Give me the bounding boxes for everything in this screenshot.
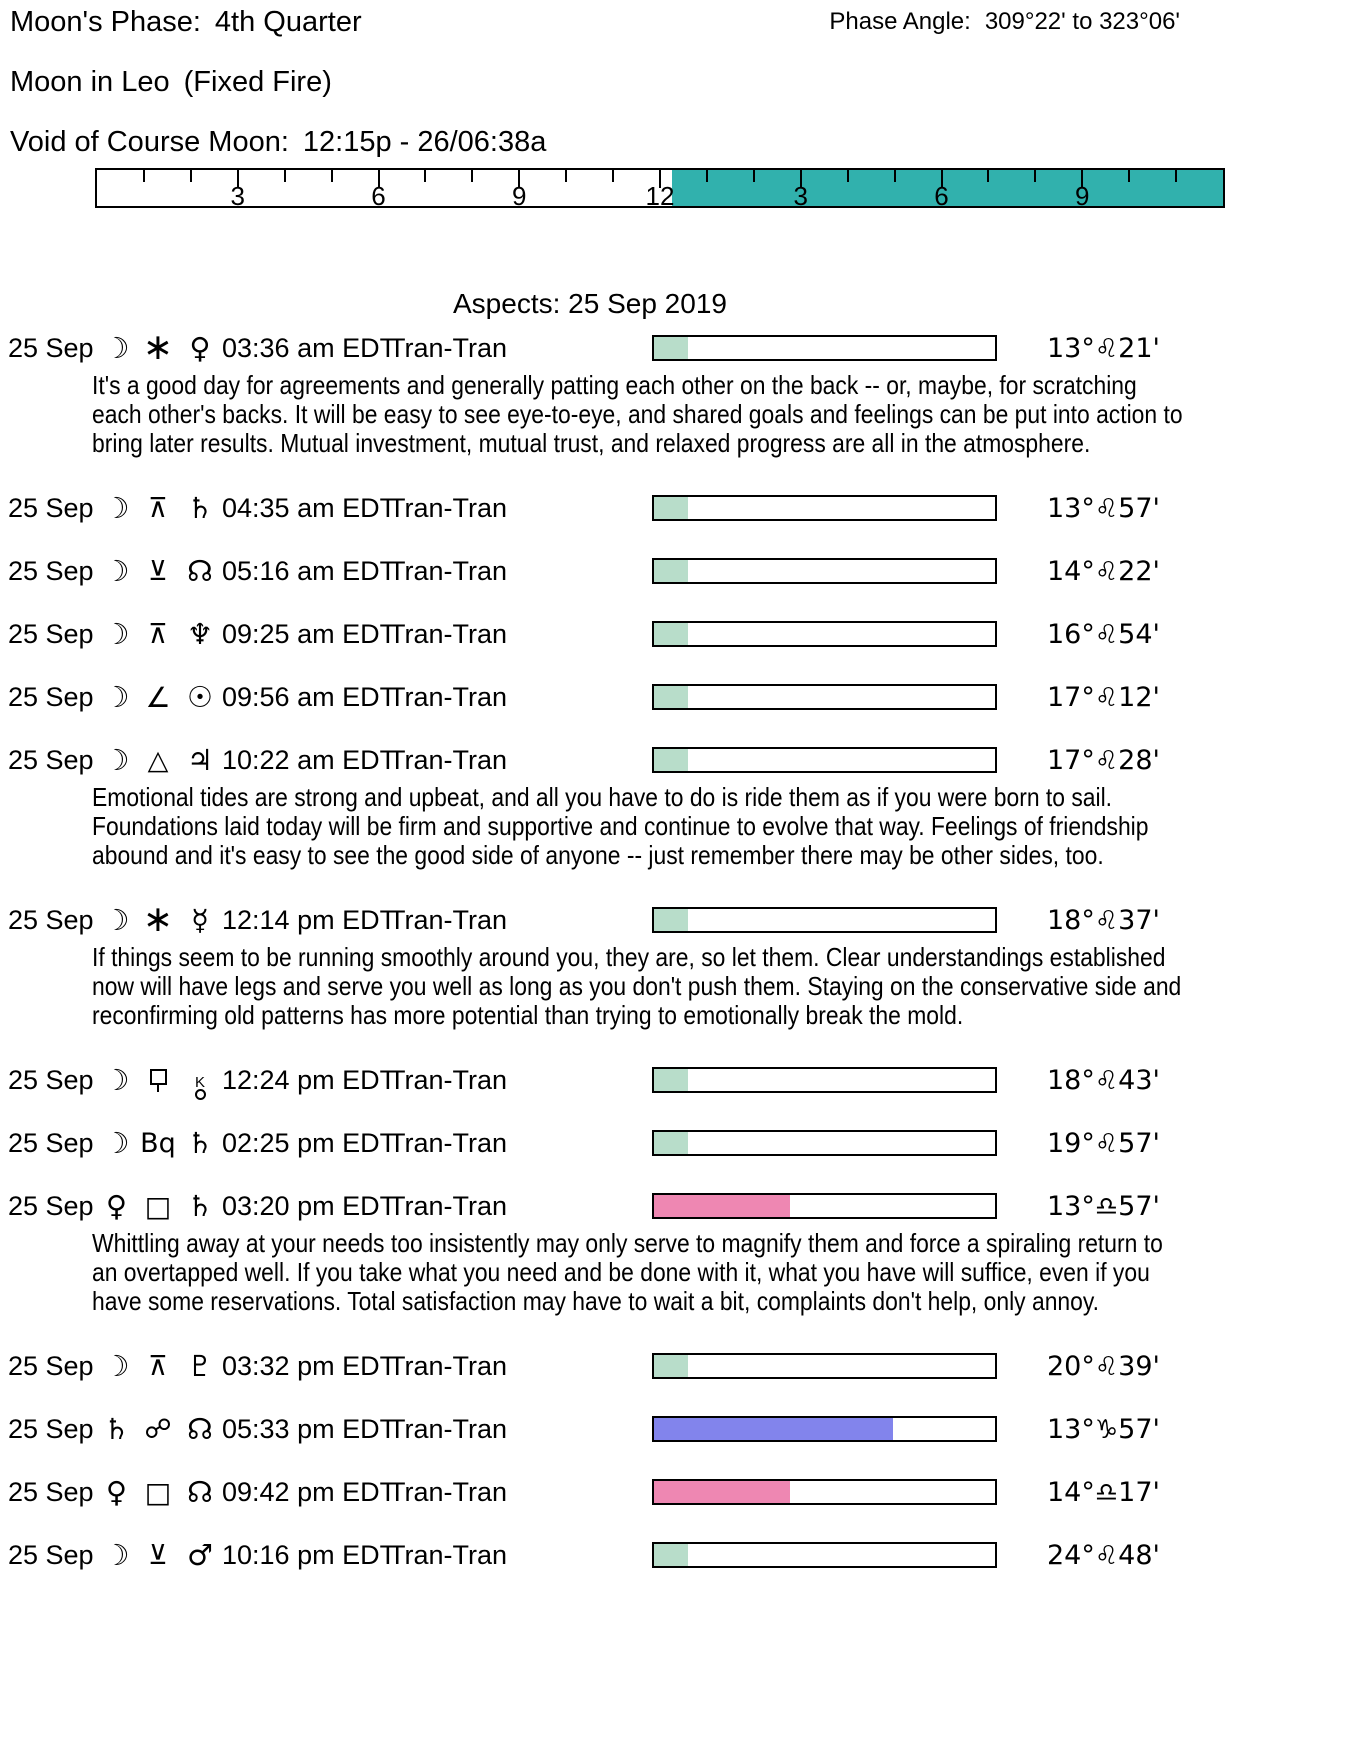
aspect-date: 25 Sep — [8, 904, 94, 935]
leo-icon: ♌ — [1094, 1128, 1119, 1159]
degree-value: 17° — [1047, 744, 1095, 776]
aspect-time: 02:25 pm EDT — [222, 1127, 397, 1158]
aspect-type: Tran-Tran — [389, 1127, 508, 1158]
quincunx-icon: ⊼ — [148, 492, 168, 524]
phase-angle-line — [829, 8, 1180, 36]
minutes-value: 48' — [1118, 1539, 1160, 1571]
aspect-row — [0, 327, 1366, 368]
mars-icon: ♂ — [187, 1538, 213, 1572]
orb-bar-fill — [654, 1355, 688, 1377]
leo-icon: ♌ — [1094, 1540, 1119, 1571]
ruler-hour-label: 9 — [512, 181, 527, 211]
chiron-circle — [195, 1089, 206, 1100]
aspect-row — [0, 1538, 1366, 1572]
aspect-note: Emotional tides are strong and upbeat, and all you have to do is ride them as if you were born to sail. Foundations laid today will be firm and supportive and continue to evolve that way. Feelings of friendship abound and it's easy to see the good side of anyone -- just remember there may be other sides, too. — [92, 782, 1149, 870]
quintile-glyph — [150, 1069, 167, 1085]
aspect-list — [0, 322, 1366, 1572]
orb-bar — [652, 747, 997, 773]
aspect-time: 04:35 am EDT — [222, 492, 397, 523]
orb-bar — [652, 335, 997, 361]
aspect-date: 25 Sep — [8, 618, 94, 649]
aspect-degree — [1047, 905, 1160, 936]
node-icon: ☊ — [187, 554, 213, 588]
leo-icon: ♌ — [1094, 619, 1119, 650]
ruler-tick — [894, 170, 896, 182]
aspect-type: Tran-Tran — [389, 332, 508, 363]
ruler-tick — [612, 170, 614, 182]
aspect-time: 05:33 pm EDT — [222, 1413, 397, 1444]
leo-icon: ♌ — [1094, 682, 1119, 713]
chiron-icon — [178, 1060, 222, 1100]
minutes-value: 17' — [1118, 1476, 1160, 1508]
phase-angle-label: Phase Angle: — [829, 8, 971, 35]
aspect-degree — [1047, 1065, 1160, 1096]
minutes-value: 37' — [1118, 904, 1160, 936]
chiron-glyph — [195, 1076, 206, 1100]
aspect-type: Tran-Tran — [389, 492, 508, 523]
orb-bar-fill — [654, 686, 688, 708]
aspect-row — [0, 743, 1366, 777]
semisextile-icon: ⊻ — [148, 555, 168, 587]
ruler-hour-label: 3 — [230, 181, 245, 211]
voc-value: 12:15p - 26/06:38a — [302, 126, 547, 158]
orb-bar — [652, 1130, 997, 1156]
aspect-type: Tran-Tran — [389, 744, 508, 775]
orb-bar — [652, 495, 997, 521]
node-icon: ☊ — [187, 1412, 213, 1446]
minutes-value: 54' — [1118, 618, 1160, 650]
orb-bar — [652, 1416, 997, 1442]
aspect-date: 25 Sep — [8, 681, 94, 712]
ruler-hour-label: 3 — [793, 181, 808, 211]
leo-icon: ♌ — [1094, 493, 1119, 524]
minutes-value: 57' — [1118, 492, 1160, 524]
saturn-icon: ♄ — [187, 1189, 213, 1223]
aspect-date: 25 Sep — [8, 744, 94, 775]
saturn-icon: ♄ — [103, 1412, 130, 1446]
aspect-date: 25 Sep — [8, 1064, 94, 1095]
aspect-type: Tran-Tran — [389, 1064, 508, 1095]
orb-bar-fill — [654, 560, 688, 582]
moon-icon: ☽ — [103, 1349, 130, 1383]
aspect-time: 09:56 am EDT — [222, 681, 397, 712]
aspect-degree — [1047, 1351, 1160, 1382]
moon-icon: ☽ — [103, 903, 130, 937]
aspect-type: Tran-Tran — [389, 1539, 508, 1570]
aspect-date: 25 Sep — [8, 1413, 94, 1444]
aspect-degree — [1047, 556, 1160, 587]
aspect-time: 12:24 pm EDT — [222, 1064, 397, 1095]
moon-sign-line — [10, 66, 332, 99]
aspect-degree — [1047, 1414, 1160, 1445]
aspect-date: 25 Sep — [8, 1539, 94, 1570]
pluto-icon: ♇ — [187, 1349, 213, 1383]
sextile-icon: ∗ — [142, 327, 174, 368]
venus-icon: ♀ — [105, 1475, 128, 1509]
node-icon: ☊ — [187, 1475, 213, 1509]
square-icon: □ — [144, 1475, 172, 1509]
aspect-time: 05:16 am EDT — [222, 555, 397, 586]
leo-icon: ♌ — [1094, 745, 1119, 776]
aspect-type: Tran-Tran — [389, 681, 508, 712]
biquintile-icon: Bq — [140, 1127, 176, 1159]
ruler-tick — [565, 170, 567, 182]
degree-value: 24° — [1047, 1539, 1095, 1571]
minutes-value: 43' — [1118, 1064, 1160, 1096]
ruler-hour-label: 6 — [934, 181, 949, 211]
aspect-type: Tran-Tran — [389, 1413, 508, 1444]
aspect-note: It's a good day for agreements and generally patting each other on the back -- or, maybe, for scratching each other's backs. It will be easy to see eye-to-eye, and shared goals and feelings can be put into action to bring later results. Mutual investment, mutual trust, and relaxed progress are all in the atmosphere. — [92, 370, 1183, 458]
capricorn-icon: ♑ — [1094, 1414, 1119, 1445]
orb-bar — [652, 907, 997, 933]
degree-value: 14° — [1047, 555, 1095, 587]
aspect-type: Tran-Tran — [389, 1476, 508, 1507]
orb-bar — [652, 1067, 997, 1093]
aspect-time: 03:36 am EDT — [222, 332, 397, 363]
moon-icon: ☽ — [103, 617, 130, 651]
leo-icon: ♌ — [1094, 1351, 1119, 1382]
moons-phase-label: Moon's Phase: — [10, 6, 201, 38]
venus-icon: ♀ — [105, 1189, 128, 1223]
degree-value: 18° — [1047, 1064, 1095, 1096]
quincunx-icon: ⊼ — [148, 1350, 168, 1382]
phase-angle-value: 309°22' to 323°06' — [984, 8, 1180, 35]
minutes-value: 39' — [1118, 1350, 1160, 1382]
aspect-note: If things seem to be running smoothly around you, they are, so let them. Clear understandings established now will have legs and serve you well as long as you don't push them. Staying on the conservative side and reconfirming old patterns has more potential than trying to emotionally break the mold. — [92, 942, 1182, 1030]
voc-label: Void of Course Moon: — [10, 126, 289, 158]
minutes-value: 57' — [1118, 1413, 1160, 1445]
aspect-row — [0, 554, 1366, 588]
aspect-type: Tran-Tran — [389, 618, 508, 649]
orb-bar-fill — [654, 749, 688, 771]
orb-bar-fill — [654, 1132, 688, 1154]
semisquare-icon: ∠ — [145, 680, 171, 714]
aspect-note: Whittling away at your needs too insistently may only serve to magnify them and force a spiraling return to an overtapped well. If you take what you need and be done with it, what you have will suffice, even if you have some reservations. Total satisfaction may have to wait a bit, complaints don't help, only annoy. — [92, 1228, 1163, 1316]
degree-value: 13° — [1047, 1190, 1095, 1222]
leo-icon: ♌ — [1094, 1065, 1119, 1096]
degree-value: 13° — [1047, 1413, 1095, 1445]
moons-phase-value: 4th Quarter — [214, 6, 362, 38]
aspect-row — [0, 617, 1366, 651]
aspect-type: Tran-Tran — [389, 1350, 508, 1381]
ruler-tick — [847, 170, 849, 182]
ruler-tick — [987, 170, 989, 182]
aspect-row — [0, 680, 1366, 714]
orb-bar — [652, 684, 997, 710]
aspect-date: 25 Sep — [8, 1350, 94, 1381]
aspect-time: 10:22 am EDT — [222, 744, 397, 775]
ruler-tick — [143, 170, 145, 182]
aspect-row — [0, 1126, 1366, 1160]
minutes-value: 12' — [1118, 681, 1160, 713]
quintile-icon — [138, 1065, 178, 1096]
aspect-row — [0, 899, 1366, 940]
venus-icon: ♀ — [189, 331, 211, 365]
opposition-icon: ☍ — [144, 1413, 172, 1445]
aspect-row — [0, 491, 1366, 525]
aspect-time: 10:16 pm EDT — [222, 1539, 397, 1570]
ruler-hour-label: 6 — [371, 181, 386, 211]
leo-icon: ♌ — [1094, 905, 1119, 936]
moon-icon: ☽ — [103, 554, 130, 588]
orb-bar — [652, 621, 997, 647]
orb-bar — [652, 1542, 997, 1568]
ruler-hour-label: 9 — [1075, 181, 1090, 211]
orb-bar-fill — [654, 497, 688, 519]
aspect-type: Tran-Tran — [389, 904, 508, 935]
minutes-value: 22' — [1118, 555, 1160, 587]
saturn-icon: ♄ — [187, 1126, 213, 1160]
degree-value: 20° — [1047, 1350, 1095, 1382]
orb-bar — [652, 1479, 997, 1505]
aspect-degree — [1047, 333, 1160, 364]
quincunx-icon: ⊼ — [148, 618, 168, 650]
aspect-date: 25 Sep — [8, 1190, 94, 1221]
voc-ruler — [95, 168, 1225, 211]
neptune-icon: ♆ — [187, 617, 213, 651]
aspect-degree — [1047, 1477, 1160, 1508]
moon-sign-value: Moon in Leo — [10, 66, 170, 98]
degree-value: 18° — [1047, 904, 1095, 936]
aspect-degree — [1047, 1128, 1160, 1159]
orb-bar-fill — [654, 1544, 688, 1566]
ruler-tick — [706, 170, 708, 182]
aspect-type: Tran-Tran — [389, 555, 508, 586]
ruler-tick — [753, 170, 755, 182]
orb-bar-fill — [654, 1418, 893, 1440]
orb-bar-fill — [654, 909, 688, 931]
moon-sign-quality: (Fixed Fire) — [183, 66, 332, 98]
moons-phase-line — [10, 6, 362, 39]
ruler-tick — [1034, 170, 1036, 182]
jupiter-icon: ♃ — [187, 743, 213, 777]
aspect-date: 25 Sep — [8, 492, 94, 523]
aspect-time: 09:42 pm EDT — [222, 1476, 397, 1507]
moon-icon: ☽ — [103, 1538, 130, 1572]
minutes-value: 21' — [1118, 332, 1160, 364]
aspect-date: 25 Sep — [8, 1476, 94, 1507]
ruler-tick — [190, 170, 192, 182]
moon-icon: ☽ — [103, 1126, 130, 1160]
aspect-type: Tran-Tran — [389, 1190, 508, 1221]
orb-bar — [652, 1353, 997, 1379]
aspect-degree — [1047, 745, 1160, 776]
ruler-tick — [424, 170, 426, 182]
orb-bar-fill — [654, 623, 688, 645]
aspect-row — [0, 1063, 1366, 1097]
voc-line — [10, 126, 546, 159]
orb-bar — [652, 558, 997, 584]
degree-value: 13° — [1047, 492, 1095, 524]
ruler-tick — [284, 170, 286, 182]
aspects-title: Aspects: 25 Sep 2019 — [453, 288, 727, 319]
aspect-degree — [1047, 1191, 1160, 1222]
aspect-row — [0, 1349, 1366, 1383]
moon-icon: ☽ — [103, 743, 130, 777]
ruler-tick — [331, 170, 333, 182]
minutes-value: 57' — [1118, 1127, 1160, 1159]
aspect-degree — [1047, 1540, 1160, 1571]
orb-bar — [652, 1193, 997, 1219]
minutes-value: 57' — [1118, 1190, 1160, 1222]
aspect-degree — [1047, 682, 1160, 713]
ruler-tick — [471, 170, 473, 182]
aspect-date: 25 Sep — [8, 1127, 94, 1158]
degree-value: 16° — [1047, 618, 1095, 650]
saturn-icon: ♄ — [187, 491, 213, 525]
aspect-time: 03:32 pm EDT — [222, 1350, 397, 1381]
square-icon: □ — [144, 1189, 172, 1223]
aspect-row — [0, 1475, 1366, 1509]
trine-icon: △ — [147, 744, 169, 776]
moon-icon: ☽ — [103, 331, 130, 365]
ruler-hour-label: 12 — [645, 181, 675, 211]
libra-icon: ♎ — [1094, 1191, 1119, 1222]
degree-value: 17° — [1047, 681, 1095, 713]
aspect-date: 25 Sep — [8, 555, 94, 586]
semisextile-icon: ⊻ — [148, 1539, 168, 1571]
aspect-degree — [1047, 619, 1160, 650]
aspect-date: 25 Sep — [8, 332, 94, 363]
sun-icon: ☉ — [187, 680, 213, 714]
orb-bar-fill — [654, 1069, 688, 1091]
leo-icon: ♌ — [1094, 556, 1119, 587]
aspect-row — [0, 1412, 1366, 1446]
orb-bar-fill — [654, 1481, 790, 1503]
degree-value: 14° — [1047, 1476, 1095, 1508]
aspect-time: 09:25 am EDT — [222, 618, 397, 649]
ruler-tick — [1128, 170, 1130, 182]
aspect-row — [0, 1189, 1366, 1223]
minutes-value: 28' — [1118, 744, 1160, 776]
chiron-k: K — [194, 1074, 205, 1091]
sextile-icon: ∗ — [142, 899, 174, 940]
orb-bar-fill — [654, 337, 688, 359]
leo-icon: ♌ — [1094, 333, 1119, 364]
orb-bar-fill — [654, 1195, 790, 1217]
moon-icon: ☽ — [103, 1063, 130, 1097]
ruler-tick — [1175, 170, 1177, 182]
mercury-icon: ☿ — [191, 903, 209, 937]
aspect-degree — [1047, 493, 1160, 524]
aspect-time: 12:14 pm EDT — [222, 904, 397, 935]
moon-icon: ☽ — [103, 491, 130, 525]
aspect-time: 03:20 pm EDT — [222, 1190, 397, 1221]
libra-icon: ♎ — [1094, 1477, 1119, 1508]
degree-value: 13° — [1047, 332, 1095, 364]
moon-icon: ☽ — [103, 680, 130, 714]
degree-value: 19° — [1047, 1127, 1095, 1159]
